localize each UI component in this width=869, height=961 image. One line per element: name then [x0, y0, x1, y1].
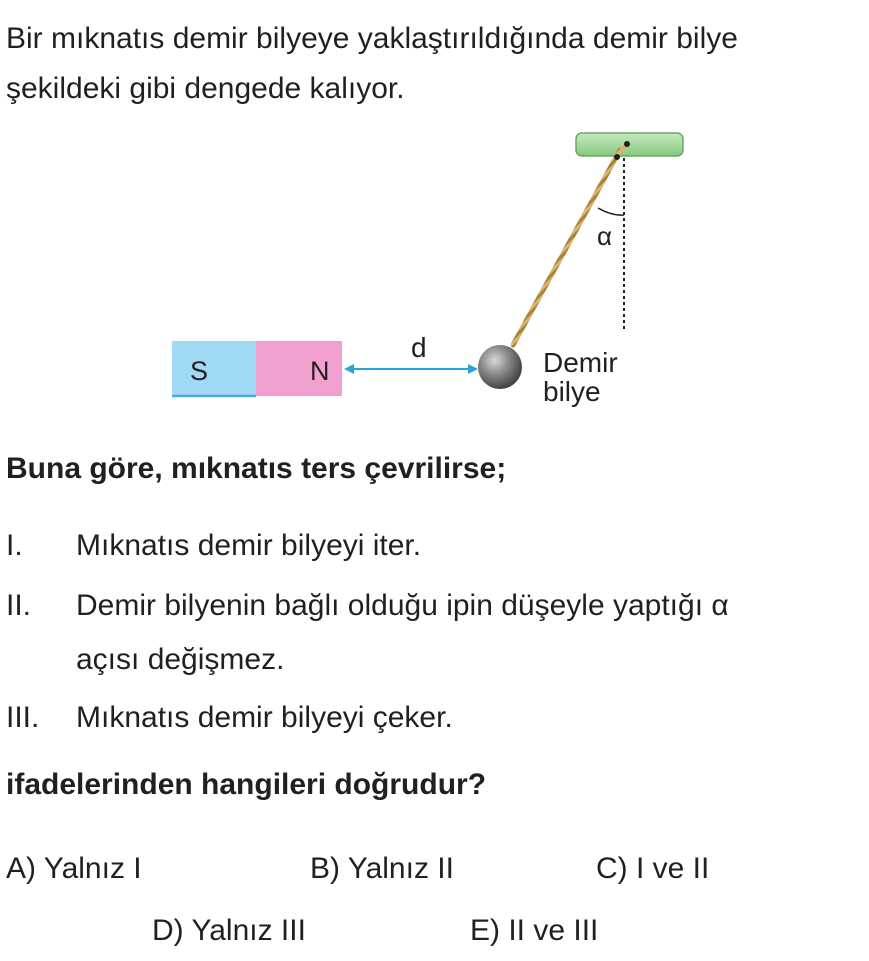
statement-number: II. [6, 589, 32, 622]
statements-list [6, 524, 866, 756]
statement-item [6, 584, 866, 696]
arrowhead-left [344, 364, 354, 374]
option-c[interactable]: C) I ve II [596, 852, 710, 885]
intro-line-1: Bir mıknatıs demir bilyeye yaklaştırıldığında demir bilye [6, 22, 738, 55]
statement-number: I. [6, 529, 23, 562]
option-a[interactable]: A) Yalnız I [6, 852, 142, 885]
magnet-south-pole [172, 341, 256, 396]
statement-text: Demir bilyenin bağlı olduğu ipin düşeyle yaptığı α [76, 589, 729, 622]
statement-text-continued: açısı değişmez. [76, 643, 285, 676]
intro-text [6, 14, 866, 114]
statement-number: III. [6, 701, 40, 734]
intro-line-2: şekildeki gibi dengede kalıyor. [6, 72, 405, 105]
statement-item [6, 524, 866, 584]
option-e[interactable]: E) II ve III [470, 914, 599, 947]
statement-text: Mıknatıs demir bilyeyi çeker. [76, 701, 453, 734]
arrowhead-right [468, 364, 478, 374]
angle-label: α [597, 221, 613, 251]
distance-label: d [411, 332, 427, 363]
pivot-dot [624, 141, 630, 147]
ball-label-line-1: Demir [543, 347, 618, 378]
option-d[interactable]: D) Yalnız III [152, 914, 306, 947]
rope-knot [614, 154, 620, 160]
ask-text: ifadelerinden hangileri doğrudur? [6, 768, 487, 801]
iron-ball [478, 345, 522, 389]
angle-arc [598, 208, 624, 215]
magnet-south-label: S [190, 356, 209, 386]
ball-label-line-2: bilye [543, 376, 601, 407]
question-text: Buna göre, mıknatıs ters çevrilirse; [6, 452, 507, 485]
option-b[interactable]: B) Yalnız II [310, 852, 454, 885]
statement-item [6, 696, 866, 756]
magnet-north-label: N [310, 356, 330, 386]
pendulum-magnet-figure [0, 120, 869, 420]
statement-text: Mıknatıs demir bilyeyi iter. [76, 529, 422, 562]
